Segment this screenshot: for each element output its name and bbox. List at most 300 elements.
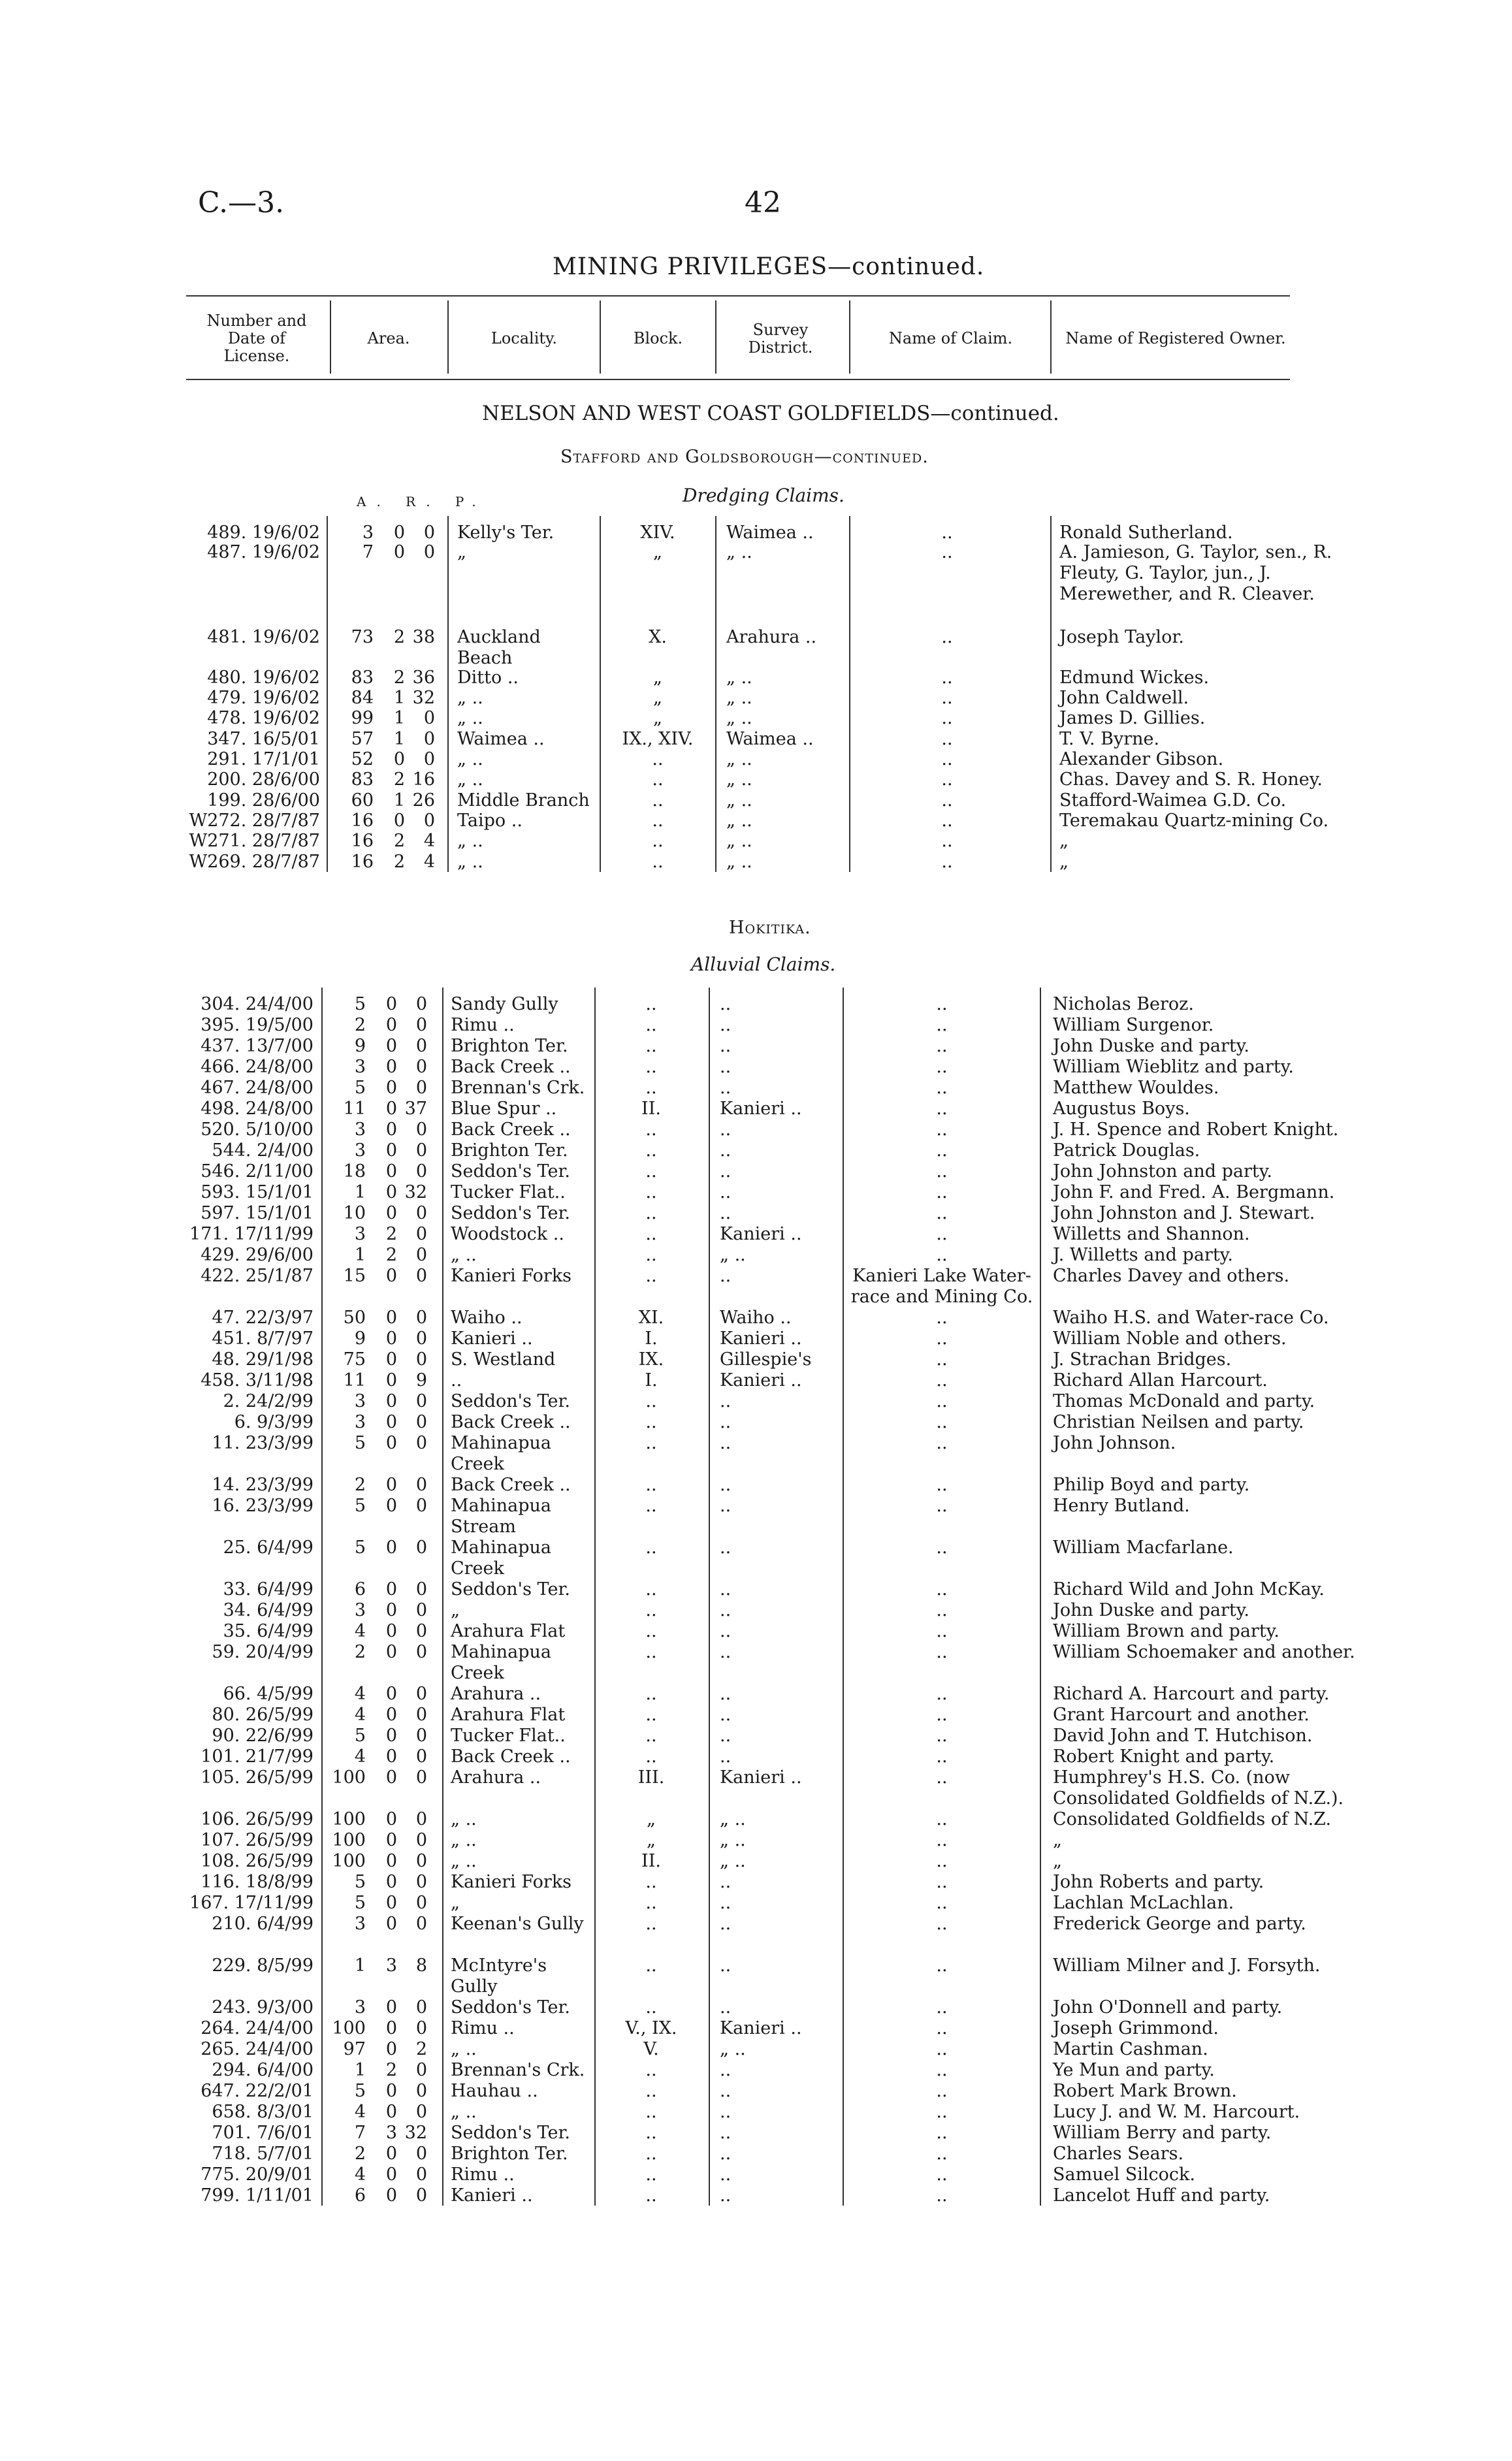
- area-p-cell: 0: [415, 2102, 427, 2122]
- survey-cell: ..: [720, 1015, 732, 1035]
- block-cell: ..: [645, 2102, 657, 2122]
- area-p-cell: 0: [415, 1746, 427, 1767]
- area-p-cell: 0: [415, 1412, 427, 1432]
- license-cell: 2. 24/2/99: [223, 1391, 314, 1411]
- area-a-cell: 18: [343, 1161, 366, 1182]
- locality-cell: Mahinapua Creek: [451, 1537, 552, 1579]
- area-r-cell: 0: [385, 1099, 397, 1119]
- survey-cell: „ ..: [726, 769, 752, 790]
- block-cell: ..: [645, 1475, 657, 1495]
- survey-cell: ..: [720, 1475, 732, 1495]
- area-a-cell: 4: [354, 1705, 366, 1725]
- area-a-cell: 10: [343, 1203, 366, 1223]
- block-cell: ..: [645, 1893, 657, 1913]
- area-r-cell: 0: [385, 1851, 397, 1871]
- claim-cell: ..: [936, 1579, 948, 1600]
- claim-cell: ..: [936, 1412, 948, 1432]
- area-r-cell: 0: [385, 2018, 397, 2038]
- block-cell: XIV.: [640, 523, 675, 543]
- area-r-cell: 0: [385, 1119, 397, 1140]
- area-a-cell: 100: [332, 1767, 366, 1788]
- area-a-cell: 4: [354, 1746, 366, 1767]
- locality-cell: „ ..: [451, 1851, 477, 1871]
- survey-cell: ..: [720, 1078, 732, 1098]
- owner-cell: John Roberts and party.: [1053, 1872, 1264, 1892]
- area-p-cell: 0: [415, 1224, 427, 1244]
- license-cell: 478. 19/6/02: [207, 708, 320, 728]
- block-cell: IX., XIV.: [622, 729, 694, 749]
- locality-cell: Brighton Ter.: [451, 1036, 568, 1056]
- owner-cell: Charles Sears.: [1053, 2144, 1184, 2164]
- area-a-cell: 2: [354, 1015, 366, 1035]
- area-r-cell: 0: [385, 1600, 397, 1620]
- column-divider: [447, 516, 449, 872]
- locality-cell: Waimea ..: [457, 729, 545, 749]
- area-a-cell: 5: [354, 1496, 366, 1516]
- claim-cell: ..: [936, 2102, 948, 2122]
- claim-cell: ..: [936, 1705, 948, 1725]
- license-cell: 25. 6/4/99: [223, 1537, 314, 1558]
- area-r-cell: 0: [385, 1036, 397, 1056]
- survey-cell: ..: [720, 1997, 732, 2018]
- area-r-cell: 0: [385, 1914, 397, 1934]
- locality-cell: Seddon's Ter.: [451, 1579, 570, 1600]
- column-header-number: Number and Date of License.: [206, 312, 307, 365]
- survey-cell: „ ..: [726, 542, 752, 562]
- area-r-cell: 2: [393, 852, 405, 872]
- locality-cell: „ ..: [451, 1830, 477, 1850]
- area-p-cell: 0: [415, 1496, 427, 1516]
- block-cell: ..: [652, 769, 664, 790]
- owner-cell: Lancelot Huff and party.: [1053, 2185, 1270, 2206]
- area-r-cell: 0: [385, 1203, 397, 1223]
- locality-cell: Seddon's Ter.: [451, 1997, 570, 2018]
- license-cell: 48. 29/1/98: [212, 1349, 314, 1370]
- area-r-cell: 0: [385, 1642, 397, 1662]
- area-r-cell: 0: [385, 1370, 397, 1391]
- owner-cell: J. Strachan Bridges.: [1053, 1349, 1232, 1370]
- block-cell: ..: [645, 1872, 657, 1892]
- survey-cell: Arahura ..: [726, 627, 817, 647]
- license-cell: 243. 9/3/00: [212, 1997, 314, 2018]
- owner-cell: John Johnston and party.: [1053, 1161, 1272, 1182]
- claim-cell: ..: [936, 1099, 948, 1119]
- area-r-cell: 0: [385, 1266, 397, 1286]
- claim-cell: ..: [936, 2060, 948, 2080]
- area-a-cell: 5: [354, 1537, 366, 1558]
- claim-cell: ..: [936, 1328, 948, 1349]
- survey-cell: ..: [720, 2081, 732, 2101]
- license-cell: 520. 5/10/00: [201, 1119, 314, 1140]
- owner-cell: Martin Cashman.: [1053, 2039, 1208, 2059]
- claim-cell: ..: [936, 1161, 948, 1182]
- block-cell: ..: [645, 1746, 657, 1767]
- area-r-cell: 0: [385, 1391, 397, 1411]
- owner-cell: William Macfarlane.: [1053, 1537, 1234, 1558]
- column-divider: [849, 300, 850, 374]
- owner-cell: Teremakau Quartz-mining Co.: [1059, 811, 1329, 831]
- area-p-cell: 0: [423, 811, 435, 831]
- area-a-cell: 97: [343, 2039, 366, 2059]
- survey-cell: „ ..: [726, 688, 752, 708]
- area-a-cell: 6: [354, 2185, 366, 2206]
- block-cell: ..: [645, 1955, 657, 1976]
- claim-cell: ..: [936, 994, 948, 1014]
- area-r-cell: 0: [385, 2039, 397, 2059]
- survey-cell: ..: [720, 1872, 732, 1892]
- locality-cell: Middle Branch: [457, 790, 590, 811]
- survey-cell: Waimea ..: [726, 729, 814, 749]
- license-cell: 437. 13/7/00: [201, 1036, 314, 1056]
- claim-cell: ..: [936, 1370, 948, 1391]
- locality-cell: Kanieri Forks: [451, 1266, 572, 1286]
- area-a-cell: 100: [332, 1851, 366, 1871]
- block-cell: ..: [645, 994, 657, 1014]
- locality-cell: Rimu ..: [451, 2018, 515, 2038]
- claim-cell: ..: [936, 1997, 948, 2018]
- block-cell: ..: [645, 1684, 657, 1704]
- area-p-cell: 0: [415, 1203, 427, 1223]
- claim-cell: ..: [941, 523, 953, 543]
- license-cell: 108. 26/5/99: [201, 1851, 314, 1871]
- license-cell: 171. 17/11/99: [189, 1224, 314, 1244]
- owner-cell: Charles Davey and others.: [1053, 1266, 1290, 1286]
- license-cell: 229. 8/5/99: [212, 1955, 314, 1976]
- area-r-cell: 0: [385, 1872, 397, 1892]
- claim-cell: ..: [936, 1600, 948, 1620]
- claim-cell: ..: [936, 1475, 948, 1495]
- claim-cell: ..: [936, 1349, 948, 1370]
- locality-cell: Back Creek ..: [451, 1057, 571, 1077]
- locality-cell: Kanieri ..: [451, 2185, 533, 2206]
- owner-cell: William Berry and party.: [1053, 2123, 1272, 2143]
- survey-cell: „ ..: [720, 2039, 746, 2059]
- block-cell: „: [647, 1809, 656, 1829]
- area-a-cell: 5: [354, 1872, 366, 1892]
- claim-cell: ..: [941, 668, 953, 688]
- survey-cell: ..: [720, 1893, 732, 1913]
- license-cell: 47. 22/3/97: [212, 1308, 314, 1328]
- locality-cell: Hauhau ..: [451, 2081, 538, 2101]
- column-divider: [330, 300, 331, 374]
- area-r-cell: 0: [385, 2164, 397, 2185]
- area-a-cell: 1: [354, 1245, 366, 1265]
- claim-cell: ..: [936, 1015, 948, 1035]
- claim-cell: ..: [936, 1496, 948, 1516]
- survey-cell: ..: [720, 1914, 732, 1934]
- area-a-cell: 73: [351, 627, 374, 647]
- area-a-cell: 16: [351, 831, 374, 851]
- block-cell: ..: [645, 1119, 657, 1140]
- locality-cell: Kanieri ..: [451, 1328, 533, 1349]
- block-cell: ..: [645, 1078, 657, 1098]
- area-a-cell: 57: [351, 729, 374, 749]
- license-cell: 106. 26/5/99: [201, 1809, 314, 1829]
- claim-cell: ..: [936, 1684, 948, 1704]
- survey-cell: „ ..: [726, 852, 752, 872]
- owner-cell: William Noble and others.: [1053, 1328, 1287, 1349]
- owner-cell: Lucy J. and W. M. Harcourt.: [1053, 2102, 1300, 2122]
- survey-cell: Kanieri ..: [720, 1099, 802, 1119]
- claim-cell: ..: [941, 708, 953, 728]
- survey-cell: ..: [720, 1621, 732, 1641]
- block-cell: ..: [652, 831, 664, 851]
- survey-cell: „ ..: [726, 831, 752, 851]
- owner-cell: Alexander Gibson.: [1059, 749, 1224, 769]
- license-cell: 458. 3/11/98: [201, 1370, 314, 1391]
- claim-cell: ..: [941, 749, 953, 769]
- area-p-cell: 0: [415, 2060, 427, 2080]
- block-cell: ..: [645, 1726, 657, 1746]
- survey-cell: „ ..: [726, 668, 752, 688]
- page-title: MINING PRIVILEGES—continued.: [553, 253, 985, 280]
- block-cell: III.: [637, 1767, 665, 1788]
- area-r-cell: 0: [385, 1182, 397, 1202]
- area-r-cell: 0: [385, 1684, 397, 1704]
- area-p-cell: 0: [415, 1872, 427, 1892]
- area-a-cell: 3: [354, 1412, 366, 1432]
- area-a-cell: 16: [351, 811, 374, 831]
- license-cell: 546. 2/11/00: [201, 1161, 314, 1182]
- area-a-cell: 5: [354, 1893, 366, 1913]
- block-cell: ..: [645, 1182, 657, 1202]
- area-a-cell: 100: [332, 1830, 366, 1850]
- area-p-cell: 32: [404, 2123, 427, 2143]
- license-cell: 34. 6/4/99: [223, 1600, 314, 1620]
- owner-cell: Joseph Grimmond.: [1053, 2018, 1219, 2038]
- locality-cell: Woodstock ..: [451, 1224, 564, 1244]
- area-r-cell: 0: [385, 1161, 397, 1182]
- area-r-cell: 0: [385, 1412, 397, 1432]
- area-a-cell: 3: [354, 1391, 366, 1411]
- area-p-cell: 0: [415, 2164, 427, 2185]
- license-cell: 467. 24/8/00: [201, 1078, 314, 1098]
- owner-cell: Ye Mun and party.: [1053, 2060, 1215, 2080]
- area-p-cell: 0: [415, 1600, 427, 1620]
- area-r-cell: 0: [393, 523, 405, 543]
- claim-cell: ..: [936, 1203, 948, 1223]
- area-p-cell: 37: [404, 1099, 427, 1119]
- column-divider: [709, 988, 710, 2206]
- license-cell: 799. 1/11/01: [201, 2185, 314, 2206]
- license-cell: 66. 4/5/99: [223, 1684, 314, 1704]
- block-cell: ..: [645, 2185, 657, 2206]
- block-cell: „: [653, 668, 662, 688]
- column-header-survey: Survey District.: [748, 321, 813, 357]
- header-bottom-rule: [186, 379, 1290, 380]
- locality-cell: Brighton Ter.: [451, 1140, 568, 1161]
- locality-cell: Seddon's Ter.: [451, 1203, 570, 1223]
- license-cell: 210. 6/4/99: [212, 1914, 314, 1934]
- claim-cell: ..: [936, 1140, 948, 1161]
- area-p-cell: 0: [415, 2144, 427, 2164]
- survey-cell: ..: [720, 2164, 732, 2185]
- area-p-cell: 0: [415, 1705, 427, 1725]
- claim-cell: ..: [936, 1078, 948, 1098]
- subsection-heading: Hokitika.: [729, 918, 811, 938]
- survey-cell: ..: [720, 1412, 732, 1432]
- claim-cell: ..: [941, 831, 953, 851]
- area-p-cell: 0: [415, 1057, 427, 1077]
- block-cell: ..: [652, 749, 664, 769]
- owner-cell: Matthew Wouldes.: [1053, 1078, 1219, 1098]
- license-cell: 479. 19/6/02: [207, 688, 320, 708]
- survey-cell: „ ..: [726, 811, 752, 831]
- license-cell: 422. 25/1/87: [201, 1266, 314, 1286]
- survey-cell: Gillespie's: [720, 1349, 812, 1370]
- area-p-cell: 0: [423, 708, 435, 728]
- owner-cell: J. H. Spence and Robert Knight.: [1053, 1119, 1339, 1140]
- area-r-cell: 1: [393, 790, 405, 811]
- owner-cell: Patrick Douglas.: [1053, 1140, 1200, 1161]
- subsection-heading: Stafford and Goldsborough—continued.: [560, 447, 929, 467]
- area-p-cell: 0: [415, 1349, 427, 1370]
- survey-cell: ..: [720, 1955, 732, 1976]
- area-p-cell: 0: [415, 1161, 427, 1182]
- claim-cell: ..: [936, 1182, 948, 1202]
- locality-cell: Ditto ..: [457, 668, 519, 688]
- owner-cell: John Johnston and J. Stewart.: [1053, 1203, 1315, 1223]
- locality-cell: Blue Spur ..: [451, 1099, 557, 1119]
- claim-cell: ..: [936, 1726, 948, 1746]
- block-cell: ..: [645, 1412, 657, 1432]
- license-cell: W269. 28/7/87: [189, 852, 320, 872]
- survey-cell: ..: [720, 1036, 732, 1056]
- claim-cell: ..: [936, 2039, 948, 2059]
- area-p-cell: 0: [423, 749, 435, 769]
- area-p-cell: 0: [415, 1684, 427, 1704]
- area-r-cell: 0: [385, 1746, 397, 1767]
- area-p-cell: 36: [412, 668, 435, 688]
- area-a-cell: 1: [354, 1955, 366, 1976]
- area-r-cell: 0: [385, 1308, 397, 1328]
- claim-cell: ..: [936, 2144, 948, 2164]
- license-cell: 544. 2/4/00: [212, 1140, 314, 1161]
- block-cell: ..: [645, 1642, 657, 1662]
- license-cell: 264. 24/4/00: [201, 2018, 314, 2038]
- license-cell: 487. 19/6/02: [207, 542, 320, 562]
- license-cell: 347. 16/5/01: [207, 729, 320, 749]
- license-cell: 291. 17/1/01: [207, 749, 320, 769]
- area-p-cell: 0: [415, 1642, 427, 1662]
- area-r-cell: 0: [385, 2102, 397, 2122]
- area-a-cell: 4: [354, 1621, 366, 1641]
- survey-cell: ..: [720, 1203, 732, 1223]
- license-cell: 167. 17/11/99: [189, 1893, 314, 1913]
- locality-cell: „ ..: [457, 688, 483, 708]
- block-cell: ..: [645, 1705, 657, 1725]
- area-p-cell: 0: [415, 1119, 427, 1140]
- owner-cell: Richard Allan Harcourt.: [1053, 1370, 1268, 1391]
- claim-cell: ..: [936, 2081, 948, 2101]
- license-cell: 489. 19/6/02: [207, 523, 320, 543]
- survey-cell: ..: [720, 1182, 732, 1202]
- block-cell: V., IX.: [625, 2018, 677, 2038]
- block-cell: „: [647, 1830, 656, 1850]
- survey-cell: ..: [720, 1537, 732, 1558]
- block-cell: XI.: [638, 1308, 664, 1328]
- license-cell: 498. 24/8/00: [201, 1099, 314, 1119]
- area-p-cell: 26: [412, 790, 435, 811]
- area-r-cell: 2: [393, 769, 405, 790]
- area-r-cell: 0: [385, 1475, 397, 1495]
- claim-cell: ..: [941, 769, 953, 790]
- locality-cell: Arahura ..: [451, 1684, 541, 1704]
- license-cell: 90. 22/6/99: [212, 1726, 314, 1746]
- owner-cell: T. V. Byrne.: [1059, 729, 1160, 749]
- claim-cell: ..: [936, 2185, 948, 2206]
- owner-cell: Christian Neilsen and party.: [1053, 1412, 1304, 1432]
- block-cell: ..: [645, 1391, 657, 1411]
- locality-cell: Kanieri Forks: [451, 1872, 572, 1892]
- locality-cell: Mahinapua Stream: [451, 1496, 552, 1537]
- claim-cell: ..: [936, 1851, 948, 1871]
- column-header-locality: Locality.: [491, 329, 558, 347]
- license-cell: 429. 29/6/00: [201, 1245, 314, 1265]
- locality-cell: Seddon's Ter.: [451, 2123, 570, 2143]
- claim-cell: ..: [936, 1308, 948, 1328]
- block-cell: ..: [645, 1579, 657, 1600]
- column-header-area: Area.: [367, 329, 410, 347]
- block-cell: ..: [645, 1140, 657, 1161]
- block-cell: ..: [645, 1036, 657, 1056]
- claim-cell: ..: [936, 1642, 948, 1662]
- area-a-cell: 5: [354, 2081, 366, 2101]
- block-cell: X.: [649, 627, 667, 647]
- license-cell: 265. 24/4/00: [201, 2039, 314, 2059]
- area-p-cell: 0: [415, 1726, 427, 1746]
- block-cell: ..: [645, 1266, 657, 1286]
- area-p-cell: 0: [415, 1851, 427, 1871]
- survey-cell: ..: [720, 1642, 732, 1662]
- claim-cell: ..: [936, 1245, 948, 1265]
- claim-cell: ..: [941, 852, 953, 872]
- area-a-cell: 7: [354, 2123, 366, 2143]
- area-r-cell: 0: [385, 1328, 397, 1349]
- locality-cell: Arahura Flat: [451, 1705, 566, 1725]
- locality-cell: Taipo ..: [457, 811, 523, 831]
- area-p-cell: 0: [415, 1997, 427, 2018]
- area-p-cell: 0: [415, 1809, 427, 1829]
- locality-cell: „: [451, 1600, 460, 1620]
- block-cell: ..: [652, 790, 664, 811]
- survey-cell: ..: [720, 994, 732, 1014]
- locality-cell: Seddon's Ter.: [451, 1391, 570, 1411]
- area-r-cell: 0: [385, 2081, 397, 2101]
- block-cell: ..: [645, 1537, 657, 1558]
- claim-cell: ..: [941, 688, 953, 708]
- area-p-cell: 0: [423, 542, 435, 562]
- survey-cell: „ ..: [726, 708, 752, 728]
- license-cell: 35. 6/4/99: [223, 1621, 314, 1641]
- owner-cell: William Schoemaker and another.: [1053, 1642, 1355, 1662]
- area-p-cell: 8: [415, 1955, 427, 1976]
- section-heading: NELSON AND WEST COAST GOLDFIELDS—continued.: [482, 402, 1059, 425]
- owner-cell: „: [1053, 1830, 1062, 1850]
- area-a-cell: 3: [354, 1119, 366, 1140]
- license-cell: W271. 28/7/87: [189, 831, 320, 851]
- block-cell: ..: [645, 1224, 657, 1244]
- area-a-cell: 3: [362, 523, 374, 543]
- claim-cell: ..: [936, 1621, 948, 1641]
- area-r-cell: 0: [393, 749, 405, 769]
- area-p-cell: 16: [412, 769, 435, 790]
- license-cell: 16. 23/3/99: [212, 1496, 314, 1516]
- block-cell: ..: [645, 1245, 657, 1265]
- area-r-cell: 0: [385, 1809, 397, 1829]
- column-divider: [1040, 988, 1041, 2206]
- area-r-cell: 2: [393, 668, 405, 688]
